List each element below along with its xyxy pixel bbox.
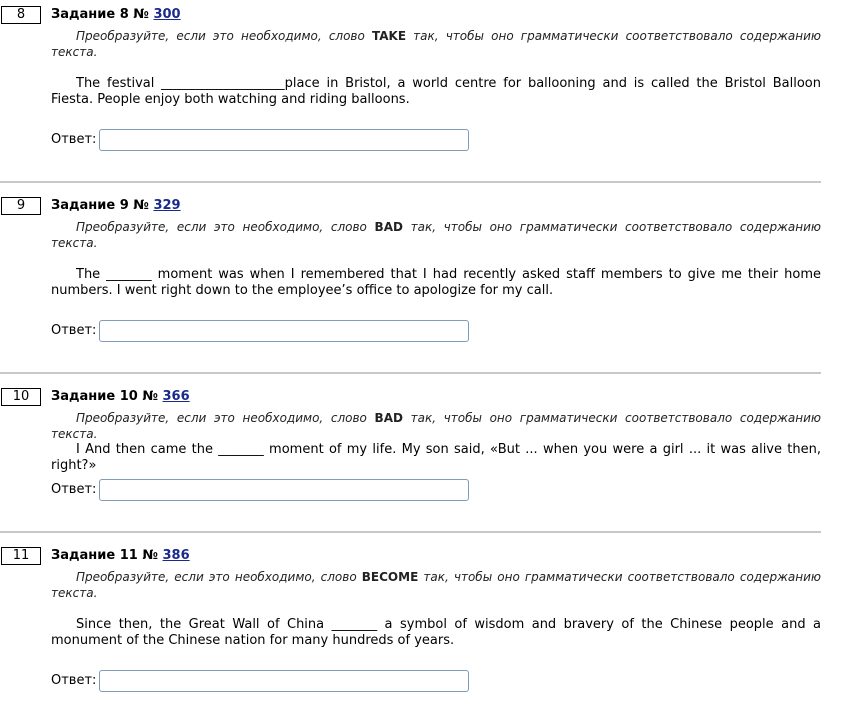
task-body-text: The _______ moment was when I remembered that I had recently asked staff members to give me their home numbers. I went right down to the employee’s office to apologize for my call. bbox=[51, 267, 821, 298]
task-instruction: Преобразуйте, если это необходимо, слово BECOME так, чтобы оно грамматически соответствовало содержанию текста. bbox=[51, 570, 822, 600]
task-instruction: Преобразуйте, если это необходимо, слово TAKE так, чтобы оно грамматически соответствовало содержанию текста. bbox=[51, 29, 822, 59]
task-title bbox=[51, 198, 181, 214]
task-number-box: 10 bbox=[1, 388, 41, 406]
separator bbox=[0, 531, 821, 533]
answer-input[interactable] bbox=[99, 320, 469, 342]
task-title-prefix: Задание 10 № bbox=[51, 389, 163, 404]
task-body-text: Since then, the Great Wall of China _______ a symbol of wisdom and bravery of the Chinese people and a monument of the Chinese nation for many hundreds of years. bbox=[51, 617, 821, 648]
answer-label: Ответ: bbox=[51, 673, 97, 688]
task-keyword: BECOME bbox=[361, 570, 419, 584]
task-body-text: I And then came the _______ moment of my life. My son said, «But ... when you were a girl ... it was alive then, right?» bbox=[51, 442, 821, 473]
task-keyword: BAD bbox=[374, 411, 403, 425]
task-number-box: 9 bbox=[1, 197, 41, 215]
task-title bbox=[51, 389, 190, 405]
task-keyword: BAD bbox=[374, 220, 403, 234]
separator bbox=[0, 181, 821, 183]
answer-label: Ответ: bbox=[51, 323, 97, 338]
task-instruction: Преобразуйте, если это необходимо, слово BAD так, чтобы оно грамматически соответствовало содержанию текста. bbox=[51, 411, 822, 441]
task-number-box: 8 bbox=[1, 6, 41, 24]
task-id-link[interactable]: 366 bbox=[162, 389, 190, 404]
task-title-prefix: Задание 8 № bbox=[51, 7, 154, 22]
task-body-text: The festival ___________________place in Bristol, a world centre for ballooning and is called the Bristol Balloon Fiesta. People enjoy both watching and riding balloons. bbox=[51, 76, 821, 107]
task-keyword: TAKE bbox=[371, 29, 407, 43]
answer-label: Ответ: bbox=[51, 482, 97, 497]
answer-label: Ответ: bbox=[51, 132, 97, 147]
task-instruction: Преобразуйте, если это необходимо, слово BAD так, чтобы оно грамматически соответствовало содержанию текста. bbox=[51, 220, 822, 250]
separator bbox=[0, 372, 821, 374]
task-id-link[interactable]: 386 bbox=[162, 548, 190, 563]
task-id-link[interactable]: 329 bbox=[153, 198, 181, 213]
task-title-prefix: Задание 9 № bbox=[51, 198, 154, 213]
answer-input[interactable] bbox=[99, 670, 469, 692]
task-title bbox=[51, 548, 190, 564]
task-title-prefix: Задание 11 № bbox=[51, 548, 163, 563]
task-id-link[interactable]: 300 bbox=[153, 7, 181, 22]
answer-input[interactable] bbox=[99, 129, 469, 151]
task-title bbox=[51, 7, 181, 23]
task-number-box: 11 bbox=[1, 547, 41, 565]
answer-input[interactable] bbox=[99, 479, 469, 501]
